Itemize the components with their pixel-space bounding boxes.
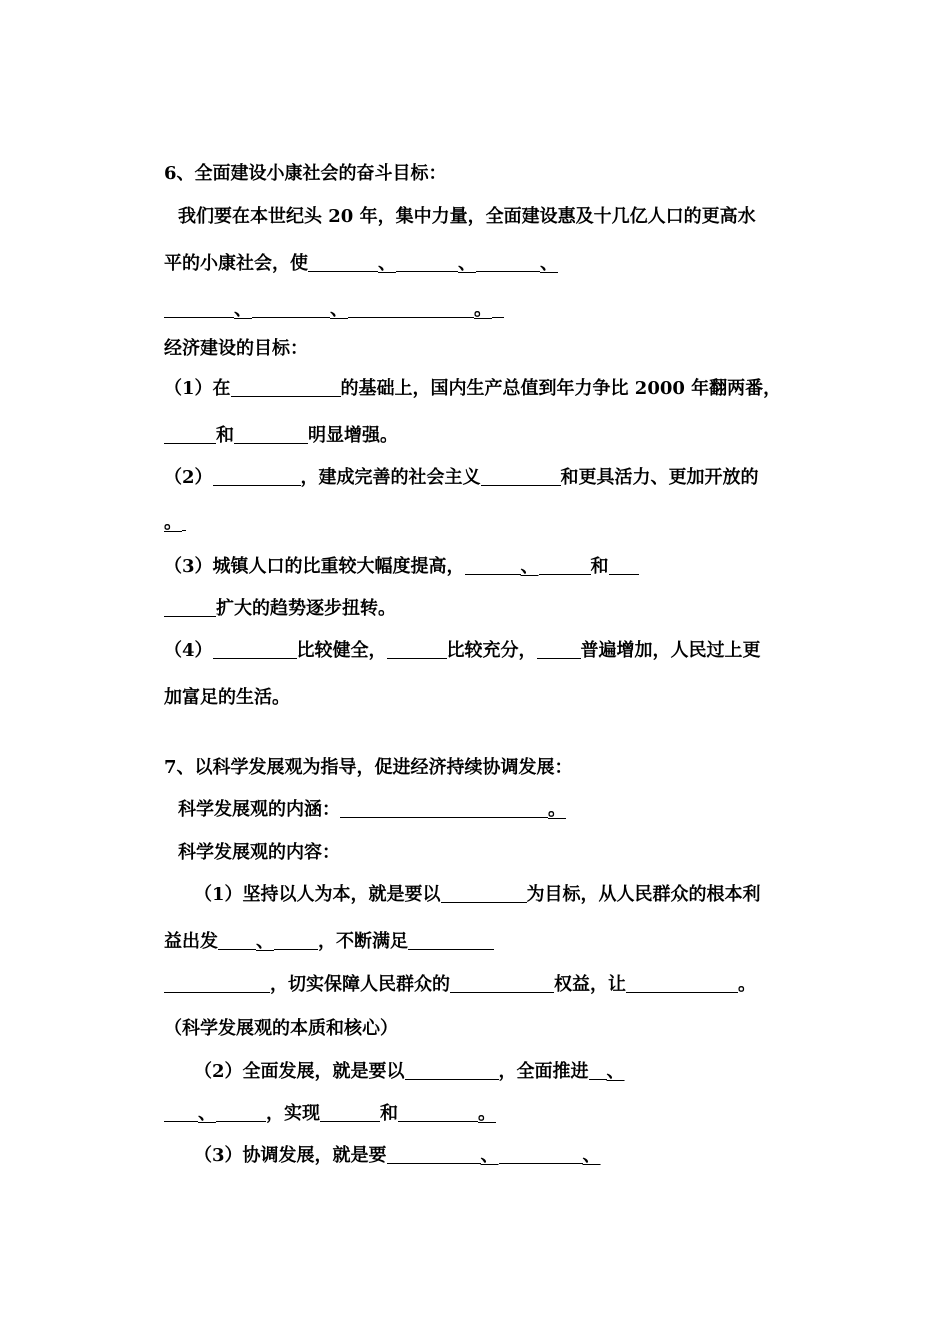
separator: 、 — [540, 253, 558, 274]
fill-blank[interactable] — [396, 253, 458, 272]
text: ，建成完善的社会主义 — [300, 467, 481, 488]
goal-item-2-cont — [164, 512, 186, 534]
fill-blank[interactable] — [387, 640, 447, 659]
goal-item-3 — [164, 556, 639, 578]
paragraph: 我们要在本世纪头 20 年，集中力量，全面建设惠及十几亿人口的更高水 — [178, 206, 756, 227]
fill-blank[interactable] — [537, 640, 581, 659]
fill-blank[interactable] — [274, 931, 318, 950]
text: 和 — [590, 556, 609, 577]
principle-2-cont — [164, 1103, 496, 1125]
fill-blank[interactable] — [164, 598, 216, 617]
fill-blank[interactable] — [626, 974, 738, 993]
paragraph-fill-line — [164, 299, 504, 321]
fill-blank[interactable] — [450, 974, 554, 993]
paragraph-fill-line — [164, 253, 558, 275]
separator: 、 — [480, 1145, 499, 1166]
text: （4） — [164, 640, 213, 661]
fill-blank[interactable] — [308, 253, 378, 272]
text: 为目标，从人民群众的根本利 — [526, 884, 761, 905]
text: （2）全面发展，就是要以 — [194, 1061, 405, 1082]
text: ，不断满足 — [318, 931, 408, 952]
fill-blank[interactable] — [320, 1103, 380, 1122]
goal-item-4-cont: 加富足的生活。 — [164, 687, 290, 708]
text: ，全面推进 — [498, 1061, 589, 1082]
text: 权益，让 — [554, 974, 626, 995]
fill-blank[interactable] — [499, 1145, 583, 1164]
text: （1）坚持以人为本，就是要以 — [194, 884, 441, 905]
fill-blank[interactable] — [405, 1061, 499, 1080]
principle-1 — [194, 884, 761, 906]
fill-blank[interactable] — [340, 799, 548, 818]
separator: 、 — [582, 1145, 601, 1166]
separator: 、 — [520, 556, 539, 577]
separator: 、 — [330, 299, 348, 320]
fill-blank[interactable] — [481, 467, 561, 486]
fill-blank[interactable] — [492, 299, 504, 318]
separator: 、 — [234, 299, 252, 320]
fill-blank[interactable] — [465, 556, 521, 575]
section-6-heading: 6、全面建设小康社会的奋斗目标： — [164, 163, 447, 184]
separator: 、 — [606, 1061, 625, 1082]
text: （3）协调发展，就是要 — [194, 1145, 387, 1166]
period: 。 — [548, 799, 566, 820]
separator: 、 — [378, 253, 396, 274]
goal-item-4 — [164, 640, 761, 662]
period: 。 — [474, 299, 492, 320]
goal-item-3-cont — [164, 598, 396, 620]
essence-note: （科学发展观的本质和核心） — [164, 1018, 398, 1039]
connotation-line — [178, 799, 566, 821]
period: 。 — [164, 512, 182, 533]
fill-blank[interactable] — [231, 378, 341, 397]
fill-blank[interactable] — [609, 556, 639, 575]
fill-blank[interactable] — [441, 884, 527, 903]
text: 和 — [380, 1103, 398, 1124]
fill-blank[interactable] — [387, 1145, 481, 1164]
text: ，切实保障人民群众的 — [270, 974, 450, 995]
fill-blank[interactable] — [164, 425, 216, 444]
text: 和更具活力、更加开放的 — [560, 467, 759, 488]
principle-1-cont — [164, 931, 494, 953]
text: 扩大的趋势逐步扭转。 — [216, 598, 396, 619]
fill-blank[interactable] — [476, 253, 540, 272]
fill-blank[interactable] — [213, 467, 301, 486]
fill-blank[interactable] — [182, 512, 186, 531]
economic-goals-heading: 经济建设的目标： — [164, 338, 308, 359]
principle-1-cont — [164, 974, 756, 996]
fill-blank[interactable] — [408, 931, 494, 950]
fill-blank[interactable] — [234, 425, 308, 444]
text: ，实现 — [266, 1103, 320, 1124]
separator: 、 — [256, 931, 274, 952]
principle-2 — [194, 1061, 625, 1083]
text: 比较健全， — [296, 640, 387, 661]
goal-item-1 — [164, 378, 781, 400]
text: 的基础上，国内生产总值到年力争比 2000 年翻两番， — [340, 378, 782, 399]
fill-blank[interactable] — [398, 1103, 478, 1122]
section-7-heading: 7、以科学发展观为指导，促进经济持续协调发展： — [164, 757, 573, 778]
text: 明显增强。 — [308, 425, 398, 446]
fill-blank[interactable] — [164, 1103, 198, 1122]
separator: 、 — [198, 1103, 216, 1124]
text: 平的小康社会，使 — [164, 253, 308, 274]
text: 比较充分， — [446, 640, 537, 661]
fill-blank[interactable] — [213, 640, 297, 659]
period: 。 — [478, 1103, 496, 1124]
text: （2） — [164, 467, 213, 488]
text: 普遍增加，人民过上更 — [580, 640, 761, 661]
goal-item-1-cont — [164, 425, 398, 447]
text: 和 — [216, 425, 234, 446]
fill-blank[interactable] — [252, 299, 330, 318]
fill-blank[interactable] — [164, 974, 270, 993]
fill-blank[interactable] — [216, 1103, 266, 1122]
goal-item-2 — [164, 467, 759, 489]
principle-3 — [194, 1145, 601, 1167]
text: 科学发展观的内涵： — [178, 799, 340, 820]
fill-blank[interactable] — [589, 1061, 607, 1080]
text: （3）城镇人口的比重较大幅度提高， — [164, 556, 465, 577]
fill-blank[interactable] — [539, 556, 591, 575]
fill-blank[interactable] — [164, 299, 234, 318]
period: 。 — [738, 974, 756, 995]
text: （1）在 — [164, 378, 231, 399]
fill-blank[interactable] — [348, 299, 474, 318]
separator: 、 — [458, 253, 476, 274]
text: 益出发 — [164, 931, 218, 952]
fill-blank[interactable] — [218, 931, 256, 950]
content-heading: 科学发展观的内容： — [178, 842, 340, 863]
